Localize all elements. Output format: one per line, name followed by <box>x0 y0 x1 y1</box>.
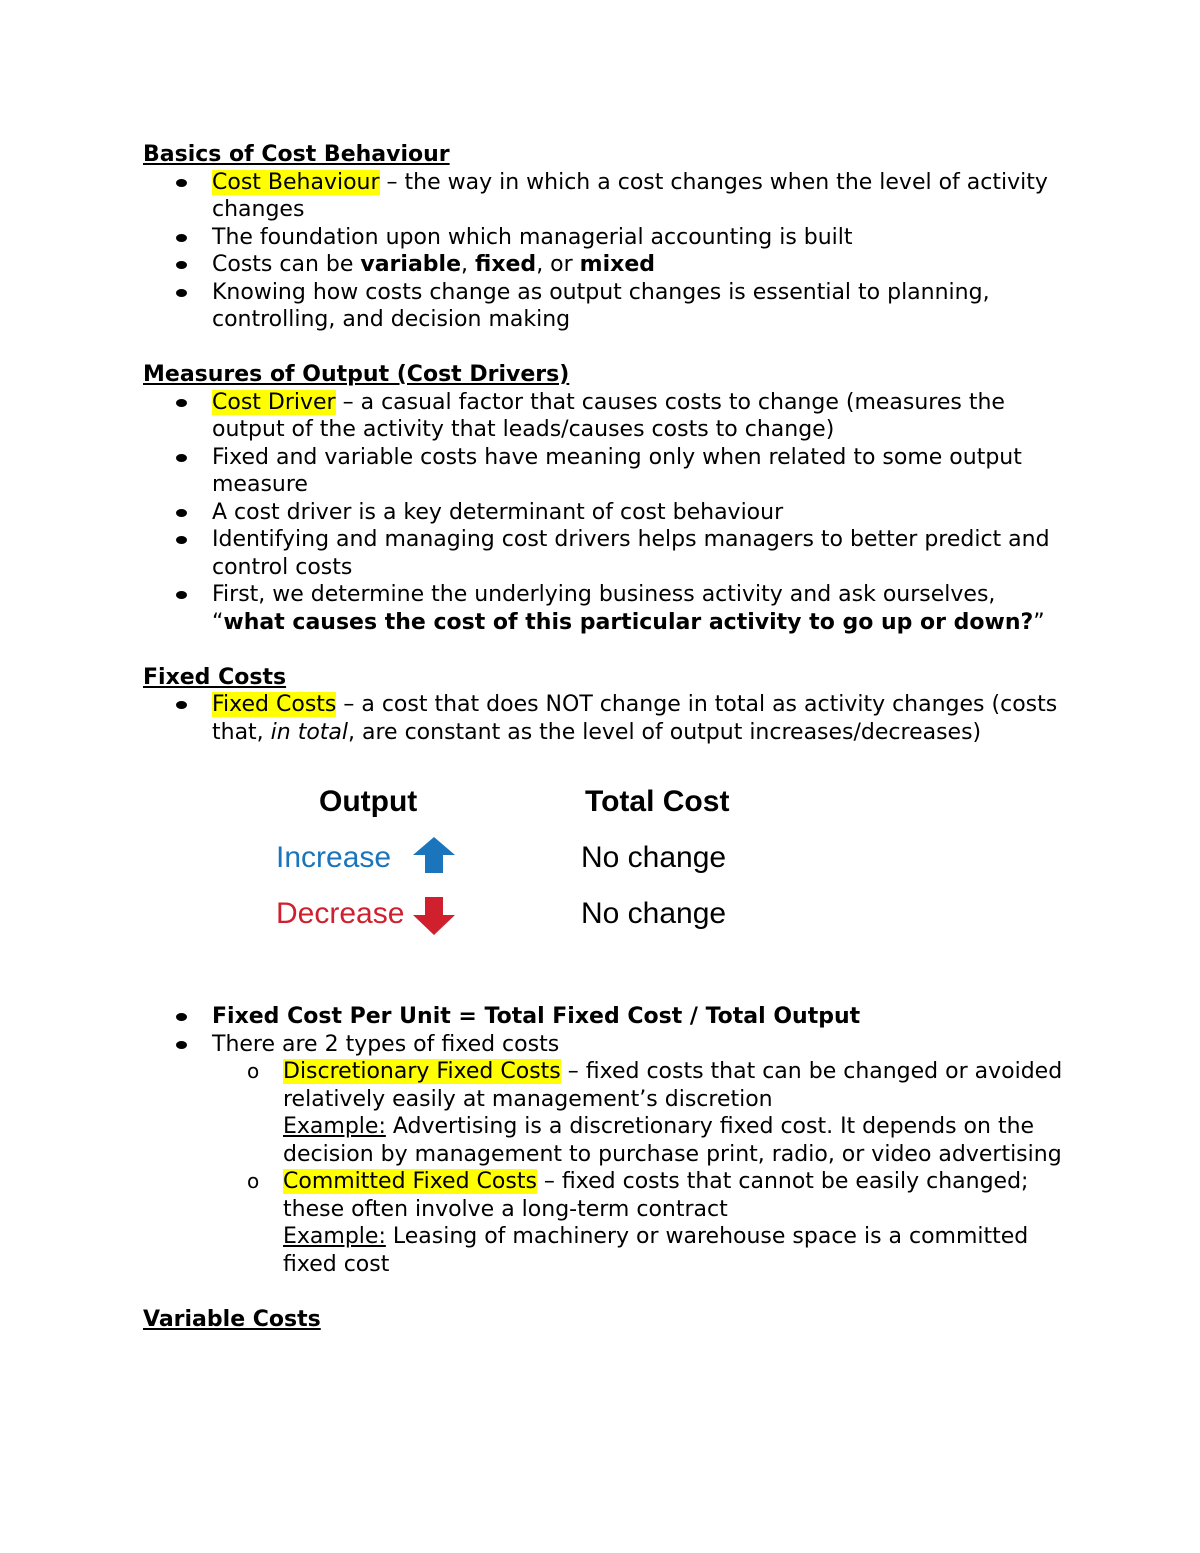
list-item: The foundation upon which managerial accounting is built <box>143 224 1073 252</box>
definition-text: – the way in which a cost changes when the level of activity changes <box>212 169 1048 222</box>
fixed-list <box>143 691 1073 746</box>
definition-text: – fixed costs that cannot be easily changed; these often involve a long-term contract <box>283 1169 1029 1222</box>
text: Costs can be <box>212 252 361 277</box>
list-item <box>143 1031 1073 1279</box>
figure-header-total-cost: Total Cost <box>585 785 730 818</box>
highlighted-term: Cost Behaviour <box>212 169 380 195</box>
figure-decrease-label: Decrease <box>276 897 405 930</box>
highlighted-term: Cost Driver <box>212 389 336 415</box>
definition-text: – a cost that does NOT change in total as activity changes (costs that, <box>212 692 1058 745</box>
example-text: Leasing of machinery or warehouse space is a committed fixed cost <box>283 1224 1029 1277</box>
output-vs-total-cost-figure <box>143 773 1073 1003</box>
text: First, we determine the underlying business activity and ask ourselves, “ <box>212 582 996 635</box>
fixed-types-sublist <box>212 1058 1073 1278</box>
formula-text: Fixed Cost Per Unit = Total Fixed Cost / Total Output <box>212 1004 861 1029</box>
bold-text: mixed <box>579 252 655 277</box>
sublist-item <box>143 1058 1073 1168</box>
fixed-types-list <box>143 1003 1073 1278</box>
text: There are 2 types of fixed costs <box>212 1031 560 1057</box>
document-body <box>143 141 1073 1333</box>
list-item <box>143 251 1073 279</box>
bold-text: what causes the cost of this particular activity to go up or down? <box>223 609 1034 635</box>
section-heading-basics: Basics of Cost Behaviour <box>143 142 450 167</box>
list-item: Identifying and managing cost drivers helps managers to better predict and control costs <box>143 526 1073 581</box>
list-item: Knowing how costs change as output changes is essential to planning, controlling, and decision making <box>143 279 1073 334</box>
italic-text: in total <box>270 719 349 745</box>
figure-increase-label: Increase <box>276 841 392 874</box>
definition-text: – fixed costs that can be changed or avoided relatively easily at management’s discretion <box>283 1059 1063 1112</box>
figure-header-output: Output <box>319 785 418 818</box>
list-item <box>143 169 1073 224</box>
list-item <box>143 1003 1073 1031</box>
bold-text: fixed <box>475 252 537 277</box>
highlighted-term: Fixed Costs <box>212 692 337 717</box>
arrow-down-icon <box>411 895 457 937</box>
section-heading-variable: Variable Costs <box>143 1306 321 1332</box>
section-heading-fixed: Fixed Costs <box>143 664 287 690</box>
basics-list <box>143 169 1073 334</box>
example-label: Example: <box>283 1114 386 1139</box>
measures-list <box>143 389 1073 637</box>
sublist-item <box>143 1168 1073 1278</box>
figure-decrease-total: No change <box>581 897 727 930</box>
list-item <box>143 389 1073 444</box>
highlighted-term: Discretionary Fixed Costs <box>283 1059 561 1084</box>
bold-text: variable <box>360 252 462 277</box>
figure-increase-total: No change <box>581 841 727 874</box>
list-item <box>143 581 1073 636</box>
arrow-up-icon <box>411 835 457 875</box>
text: ” <box>1033 609 1045 635</box>
highlighted-term: Committed Fixed Costs <box>283 1169 537 1194</box>
text: , or <box>536 252 580 277</box>
example-label: Example: <box>283 1224 386 1249</box>
definition-text: – a casual factor that causes costs to change (measures the output of the activity that leads/causes costs to change) <box>212 389 1005 442</box>
example-text: Advertising is a discretionary fixed cost. It depends on the decision by management to purchase print, radio, or video advertising <box>283 1114 1062 1167</box>
list-item <box>143 691 1073 746</box>
section-heading-measures: Measures of Output (Cost Drivers) <box>143 362 570 387</box>
list-item: A cost driver is a key determinant of cost behaviour <box>143 499 1073 527</box>
list-item: Fixed and variable costs have meaning only when related to some output measure <box>143 444 1073 499</box>
text: , <box>461 252 476 277</box>
definition-text: , are constant as the level of output increases/decreases) <box>348 719 982 745</box>
